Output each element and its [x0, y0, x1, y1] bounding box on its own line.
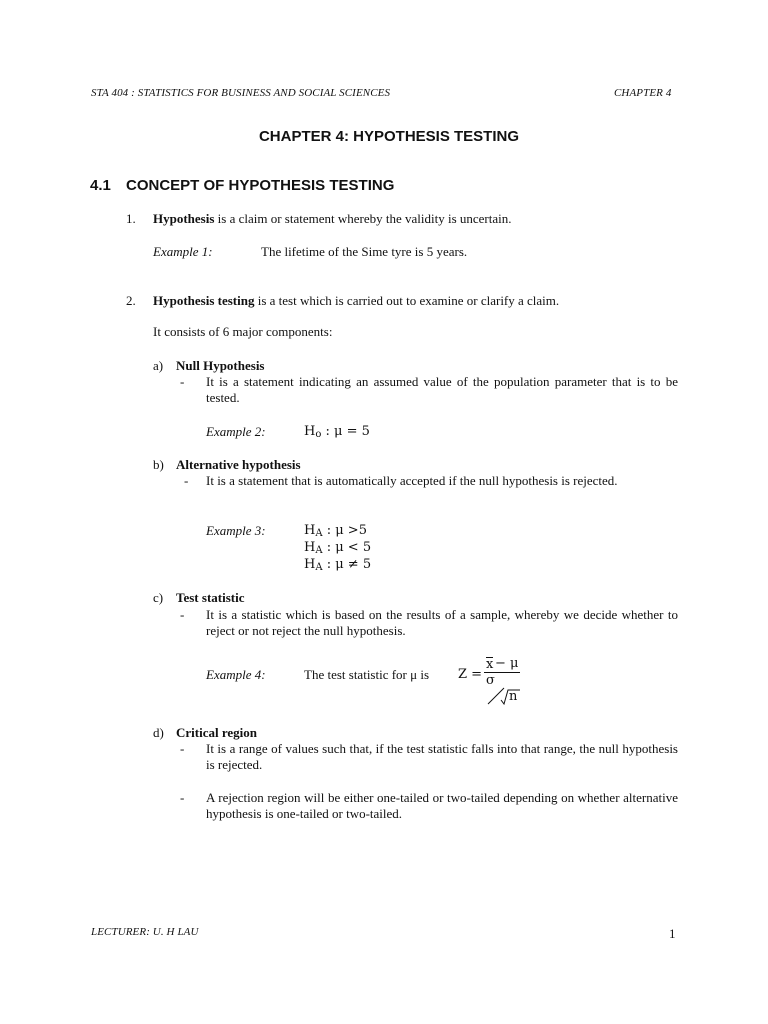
h-subscript: A [315, 528, 323, 539]
component-c-text: It is a statistic which is based on the results of a sample, whereby we decide whether to reject or not reject the null hypothesis. [206, 607, 678, 638]
numerator-rest: − μ [495, 656, 519, 671]
example-4-label: Example 4: [206, 667, 266, 682]
component-b-text: It is a statement that is automatically accepted if the null hypothesis is rejected. [206, 473, 618, 488]
z-formula [484, 655, 524, 705]
running-header-course: STA 404 : STATISTICS FOR BUSINESS AND SOCIAL SCIENCES [91, 87, 391, 99]
example-1-label: Example 1: [153, 244, 213, 259]
item-2-number: 2. [126, 293, 136, 308]
page-number: 1 [669, 926, 676, 941]
component-d-dash-2: - [180, 790, 185, 805]
h-subscript: A [315, 545, 323, 556]
h-subscript: A [315, 562, 323, 573]
h-symbol: H [304, 540, 316, 555]
alt-expr: : μ ≠ 5 [322, 557, 372, 572]
h-symbol: H [304, 424, 316, 439]
alt-expression-1 [304, 523, 367, 540]
component-d-text-2: A rejection region will be either one-tailed or two-tailed depending on whether alternative hypothesis is one-tailed or two-tailed. [206, 790, 678, 821]
item-1-text [153, 211, 512, 227]
example-2-label: Example 2: [206, 424, 266, 439]
x-bar: x [486, 657, 494, 672]
component-d-label: d) [153, 725, 164, 740]
item-2-text [153, 293, 559, 309]
item-1-number: 1. [126, 211, 136, 226]
chapter-title: CHAPTER 4: HYPOTHESIS TESTING [258, 128, 520, 145]
component-a-dash: - [180, 374, 185, 389]
example-4-text: The test statistic for μ is [304, 667, 430, 682]
n-symbol: n [509, 689, 518, 704]
slash-sqrt-icon [484, 674, 524, 705]
component-b-label: b) [153, 457, 164, 472]
component-b-title: Alternative hypothesis [176, 457, 301, 472]
item-2-term: Hypothesis testing [153, 293, 255, 308]
component-c-label: c) [153, 590, 164, 605]
component-d-title: Critical region [176, 725, 257, 740]
component-a-title: Null Hypothesis [176, 358, 265, 373]
component-c-dash: - [180, 607, 185, 622]
components-intro: It consists of 6 major components: [153, 324, 333, 339]
component-a-label: a) [153, 358, 164, 373]
component-a-text: It is a statement indicating an assumed value of the population parameter that is to be tested. [206, 374, 678, 405]
item-1-term: Hypothesis [153, 211, 215, 226]
example-2-expression [304, 424, 370, 441]
component-d-dash-1: - [180, 741, 185, 756]
component-d-text-1: It is a range of values such that, if the test statistic falls into that range, the null hypothesis is rejected. [206, 741, 678, 772]
z-symbol: Z = [458, 667, 483, 682]
alt-expr: : μ < 5 [322, 540, 372, 555]
item-2-rest: is a test which is carried out to examine or clarify a claim. [254, 293, 560, 308]
alt-expr: : μ >5 [322, 523, 367, 538]
null-expression: : μ = 5 [321, 424, 370, 439]
footer-lecturer: LECTURER: U. H LAU [91, 926, 199, 938]
component-c-title: Test statistic [176, 590, 245, 605]
sigma-symbol: σ [486, 673, 495, 688]
section-number: 4.1 [90, 177, 111, 194]
h-symbol: H [304, 557, 316, 572]
section-title: CONCEPT OF HYPOTHESIS TESTING [126, 177, 395, 194]
h-symbol: H [304, 523, 316, 538]
component-b-dash: - [184, 473, 189, 488]
example-3-label: Example 3: [206, 523, 266, 538]
alt-expression-3 [304, 557, 371, 574]
running-header-chapter: CHAPTER 4 [614, 87, 672, 99]
example-1-text: The lifetime of the Sime tyre is 5 years. [261, 244, 468, 259]
h-subscript: o [315, 429, 322, 440]
item-1-rest: is a claim or statement whereby the validity is uncertain. [214, 211, 512, 226]
alt-expression-2 [304, 540, 371, 557]
